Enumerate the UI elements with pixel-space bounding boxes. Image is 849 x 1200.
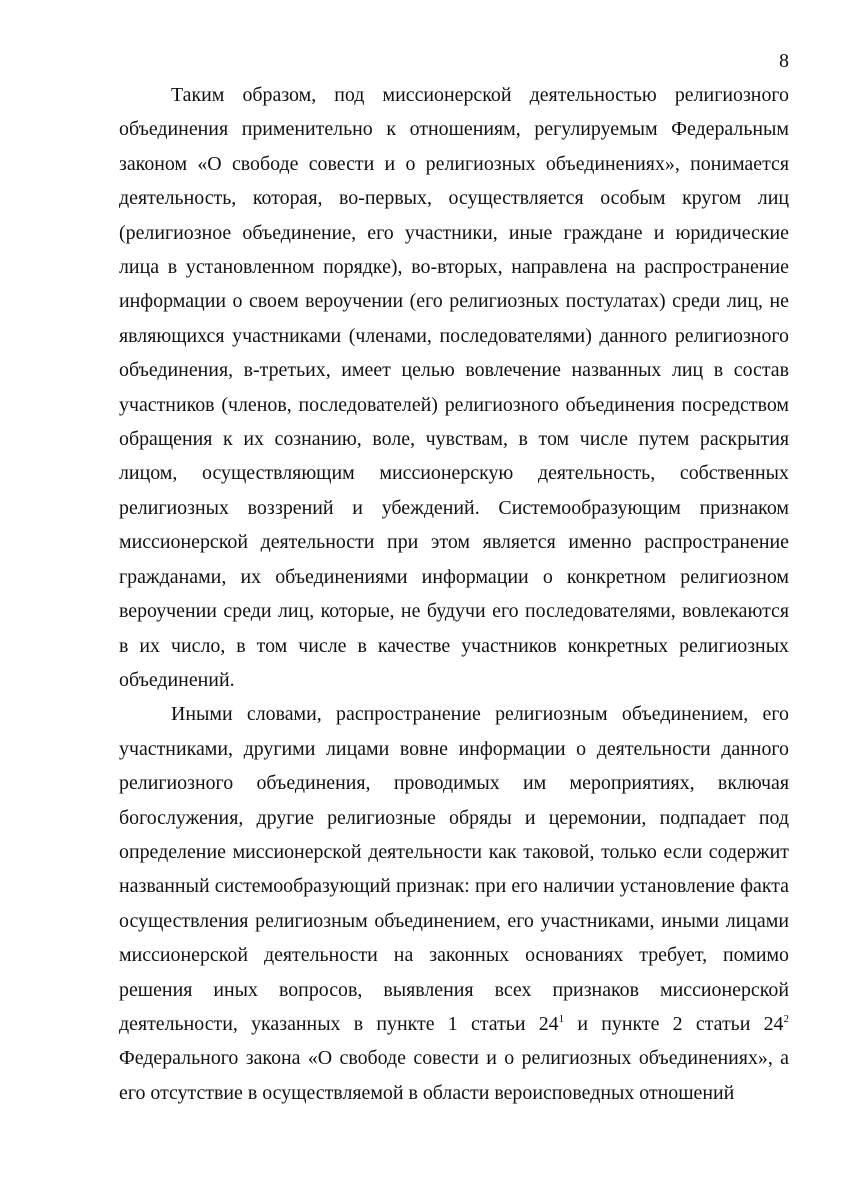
- article-superscript-1: 1: [558, 1012, 565, 1025]
- paragraph-2: [119, 697, 789, 1110]
- paragraph-1: Таким образом, под миссионерской деятельностью религиозного объединения применительно к отношениям, регулируемым Федеральным законом «О свободе совести и о религиозных объединениях», понимается деятельность, которая, во-первых, осуществляется особым кругом лиц (религиозное объединение, его участники, иные граждане и юридические лица в установленном порядке), во-вторых, направлена на распространение информации о своем вероучении (его религиозных постулатах) среди лиц, не являющихся участниками (членами, последователями) данного религиозного объединения, в-третьих, имеет целью вовлечение названных лиц в состав участников (членов, последователей) религиозного объединения посредством обращения к их сознанию, воле, чувствам, в том числе путем раскрытия лицом, осуществляющим миссионерскую деятельность, собственных религиозных воззрений и убеждений. Системообразующим признаком миссионерской деятельности при этом является именно распространение гражданами, их объединениями информации о конкретном религиозном вероучении среди лиц, которые, не будучи его последователями, вовлекаются в их число, в том числе в качестве участников конкретных религиозных объединений.: [119, 84, 789, 691]
- article-superscript-2: 2: [783, 1012, 789, 1025]
- paragraph-2-text-part3: Федерального закона «О свободе совести и о религиозных объединениях», а его отсутствие в осуществляемой в области вероисповедных отношений: [119, 1047, 789, 1104]
- page-number: 8: [779, 50, 789, 72]
- paragraph-2-text-part1: Иными словами, распространение религиозным объединением, его участниками, другими лицами вовне информации о деятельности данного религиозного объединения, проводимых им мероприятиях, включая богослужения, другие религиозные обряды и церемонии, подпадает под определение миссионерской деятельности как таковой, только если содержит названный системообразующий признак: при его наличии установление факта осуществления религиозным объединением, его участниками, иными лицами миссионерской деятельности на законных основаниях требует, помимо решения иных вопросов, выявления всех признаков миссионерской деятельности, указанных в пункте 1 статьи 24: [119, 703, 789, 1035]
- document-body: [119, 78, 789, 1110]
- paragraph-2-text-part2: и пункте 2 статьи 24: [564, 1012, 784, 1035]
